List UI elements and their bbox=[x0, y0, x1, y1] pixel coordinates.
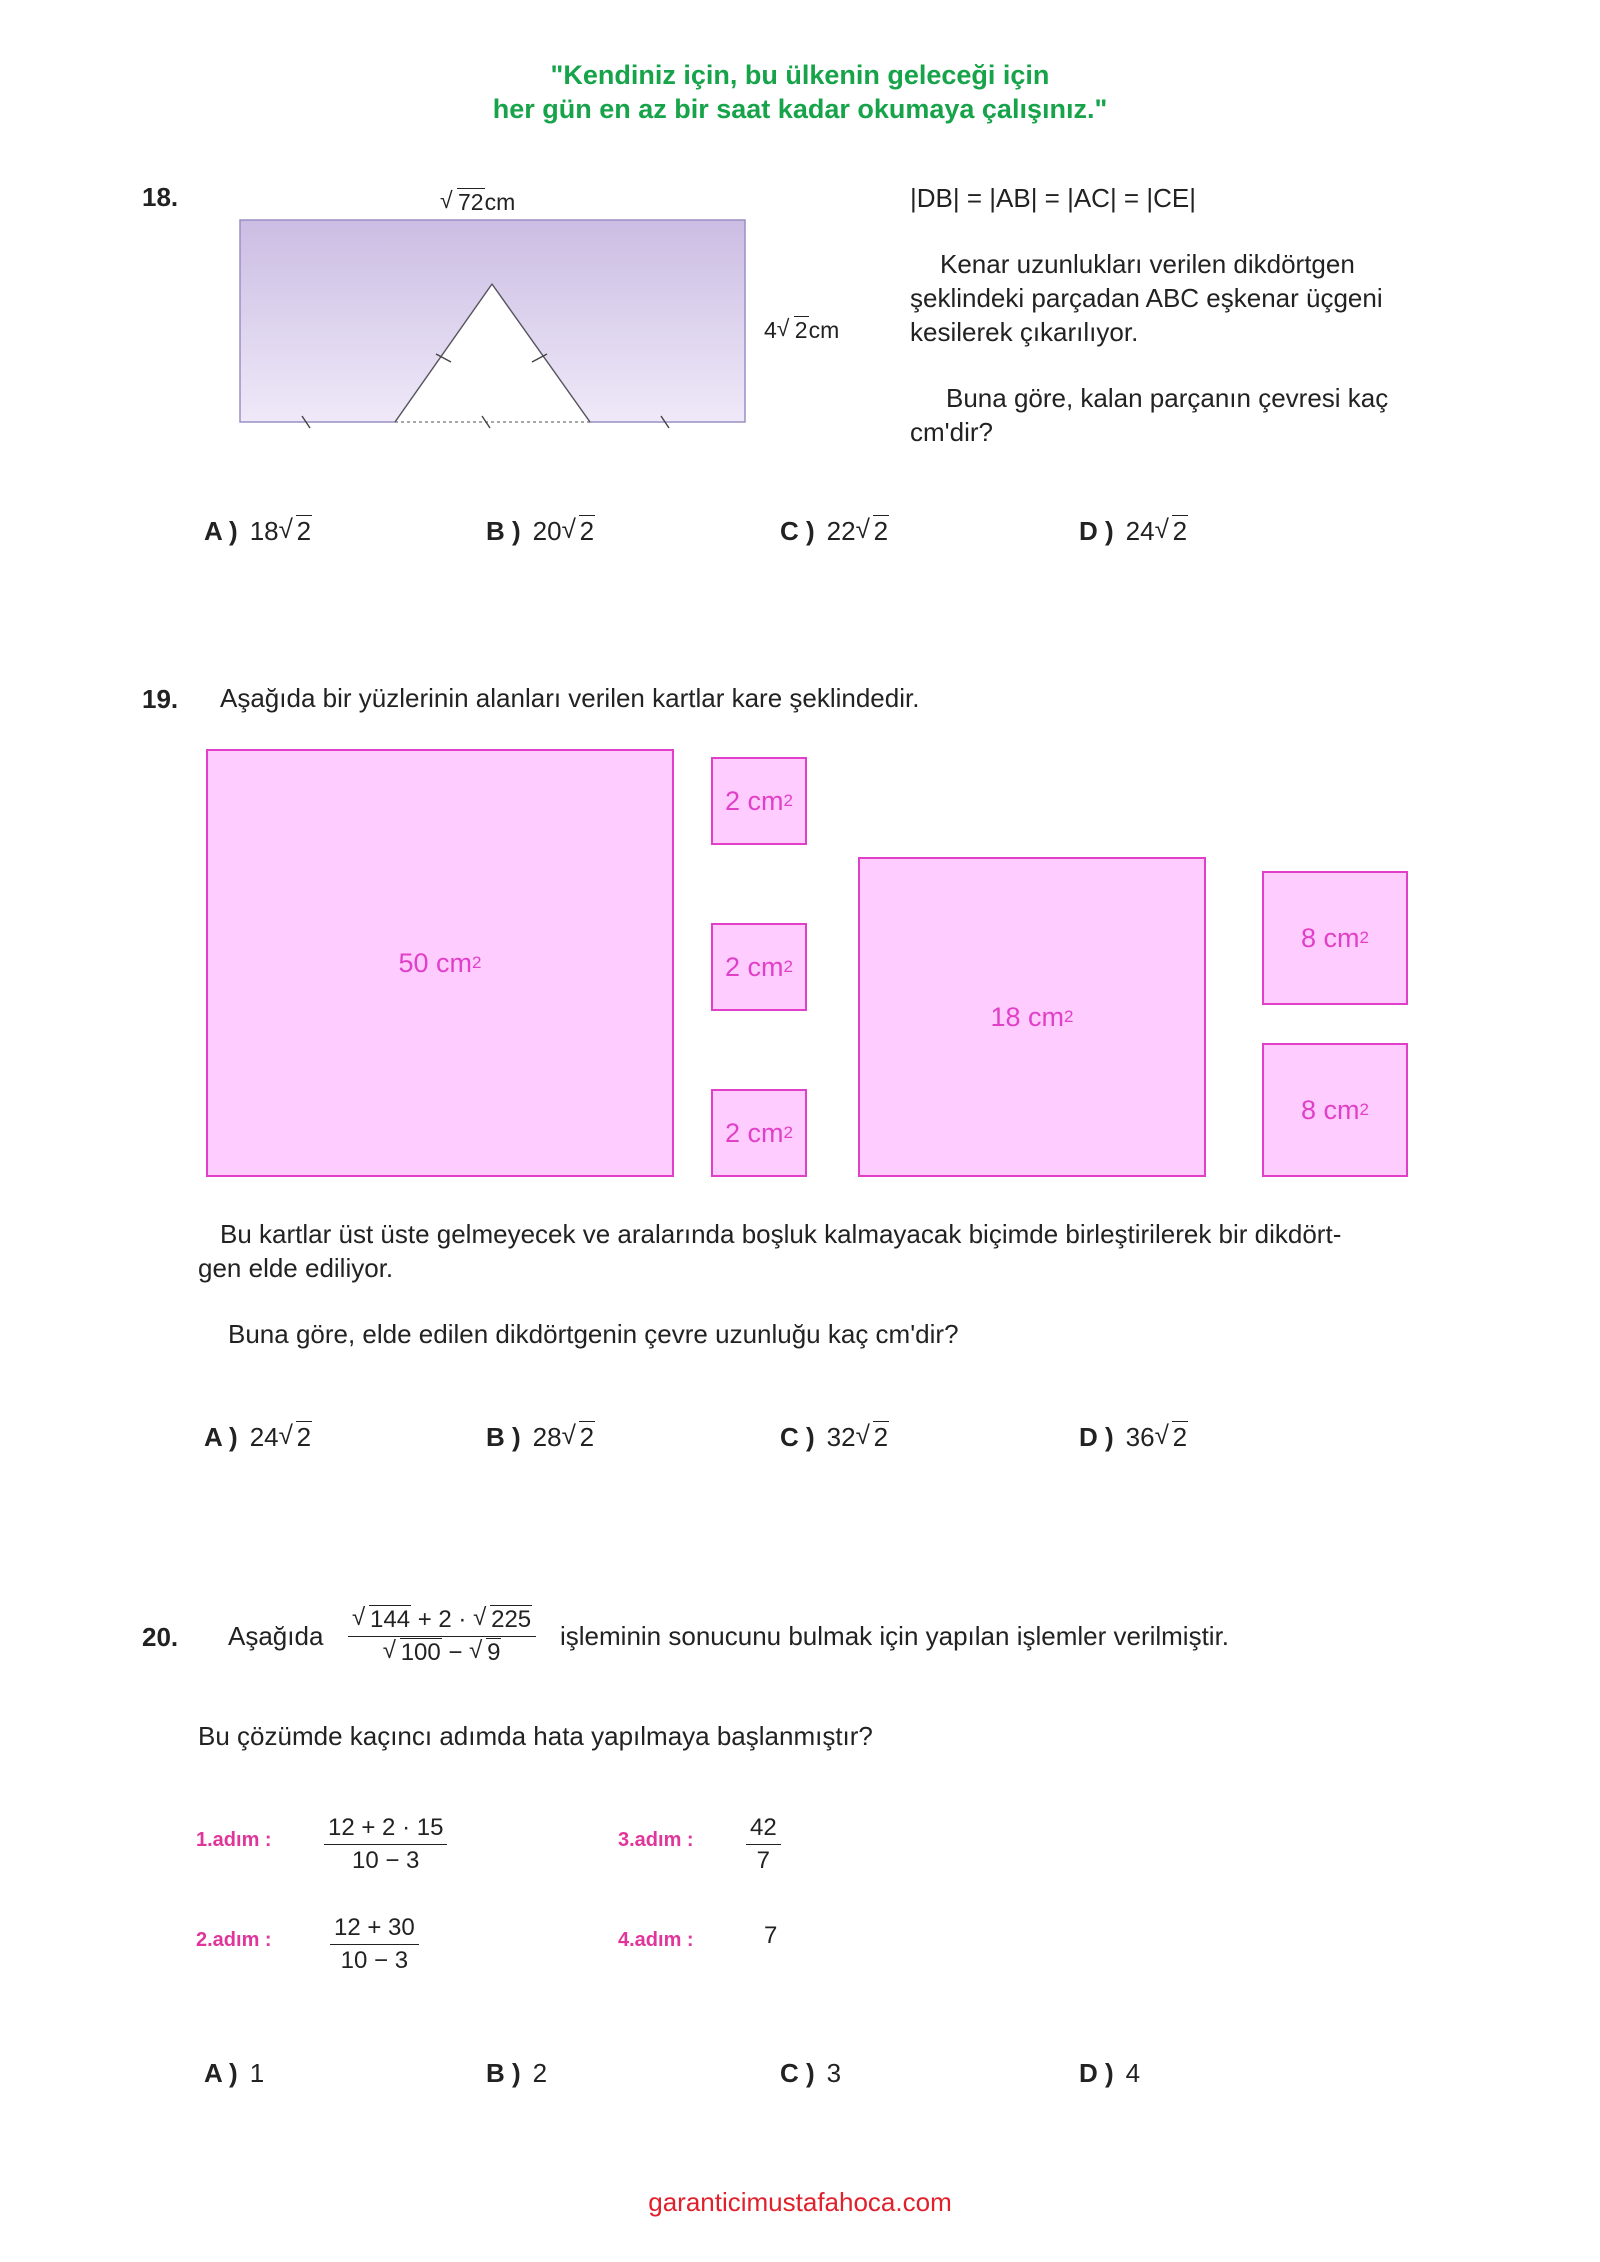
card-8-bottom: 8 cm 2 bbox=[1262, 1043, 1408, 1177]
question-20-prompt: Bu çözümde kaçıncı adımda hata yapılmaya başlanmıştır? bbox=[198, 1721, 873, 1751]
remaining-piece bbox=[240, 220, 745, 422]
top-side-label: √ 72cm bbox=[440, 185, 515, 219]
step-2-label: 2.adım : bbox=[196, 1929, 272, 1951]
option-19-d[interactable]: D ) 36√ 2 bbox=[1079, 1422, 1188, 1453]
step-1-label: 1.adım : bbox=[196, 1829, 272, 1851]
question-19-intro: Aşağıda bir yüzlerinin alanları verilen kartlar kare şeklindedir. bbox=[220, 683, 920, 713]
question-18-text: Kenar uzunlukları verilen dikdörtgen şeklindeki parçadan ABC eşkenar üçgeni kesilerek çıkarılıyor. bbox=[910, 249, 1383, 347]
question-19-text-line2: gen elde ediliyor. bbox=[198, 1253, 394, 1283]
option-20-a[interactable]: A ) 1 bbox=[204, 2058, 265, 2088]
option-18-d[interactable]: D ) 24√ 2 bbox=[1079, 516, 1188, 547]
card-2-top: 2 cm 2 bbox=[711, 757, 807, 845]
option-20-b[interactable]: B ) 2 bbox=[486, 2058, 548, 2088]
tick-bc bbox=[482, 416, 490, 428]
step-3-fraction: $\frac{42}{7}$ bbox=[746, 1812, 781, 1877]
option-20-d[interactable]: D ) 4 bbox=[1079, 2058, 1141, 2088]
card-2-middle: 2 cm 2 bbox=[711, 923, 807, 1011]
card-8-top: 8 cm 2 bbox=[1262, 871, 1408, 1005]
motto-line-1: "Kendiniz için, bu ülkenin geleceği için bbox=[550, 60, 1050, 90]
option-18-c[interactable]: C ) 22√ 2 bbox=[780, 516, 889, 547]
step-4-value: 7 bbox=[764, 1922, 778, 1949]
option-20-c[interactable]: C ) 3 bbox=[780, 2058, 842, 2088]
expression-fraction: √ 144 + 2 · √ 225 √ 100 − √ 9 bbox=[348, 1604, 536, 1669]
question-20-number: 20. bbox=[142, 1622, 179, 1652]
question-20-intro-before: Aşağıda bbox=[228, 1621, 324, 1651]
option-18-a[interactable]: A ) 18√ 2 bbox=[204, 516, 312, 547]
step-2-fraction: $\frac{12 + 30}{10 - 3}$ bbox=[330, 1912, 419, 1977]
card-2-bottom: 2 cm 2 bbox=[711, 1089, 807, 1177]
rectangle-triangle-figure bbox=[230, 210, 770, 440]
step-3-label: 3.adım : bbox=[618, 1829, 694, 1851]
step-1-fraction: $\frac{12 + 2 \cdot 15}{10 - 3}$ bbox=[324, 1812, 447, 1877]
card-50: 50 cm 2 bbox=[206, 749, 674, 1177]
option-18-b[interactable]: B ) 20√ 2 bbox=[486, 516, 595, 547]
question-20-intro-after: işleminin sonucunu bulmak için yapılan işlemler verilmiştir. bbox=[560, 1621, 1230, 1651]
question-19-text-line1: Bu kartlar üst üste gelmeyecek ve aralarında boşluk kalmayacak biçimde birleştirilerek bir dikdört- bbox=[220, 1219, 1342, 1249]
question-18-prompt: Buna göre, kalan parçanın çevresi kaç cm'dir? bbox=[910, 383, 1389, 447]
step-4-label: 4.adım : bbox=[618, 1929, 694, 1951]
motto-line-2: her gün en az bir saat kadar okumaya çalışınız." bbox=[492, 94, 1108, 124]
question-18-number: 18. bbox=[142, 182, 179, 212]
option-19-c[interactable]: C ) 32√ 2 bbox=[780, 1422, 889, 1453]
equal-segments-equation: |DB| = |AB| = |AC| = |CE| bbox=[910, 183, 1196, 213]
option-19-a[interactable]: A ) 24√ 2 bbox=[204, 1422, 312, 1453]
right-side-label: 4√ 2cm bbox=[764, 313, 839, 347]
footer-website[interactable]: garanticimustafahoca.com bbox=[648, 2187, 952, 2217]
question-19-prompt: Buna göre, elde edilen dikdörtgenin çevre uzunluğu kaç cm'dir? bbox=[228, 1319, 959, 1349]
question-19-number: 19. bbox=[142, 684, 179, 714]
card-18: 18 cm 2 bbox=[858, 857, 1206, 1177]
option-19-b[interactable]: B ) 28√ 2 bbox=[486, 1422, 595, 1453]
